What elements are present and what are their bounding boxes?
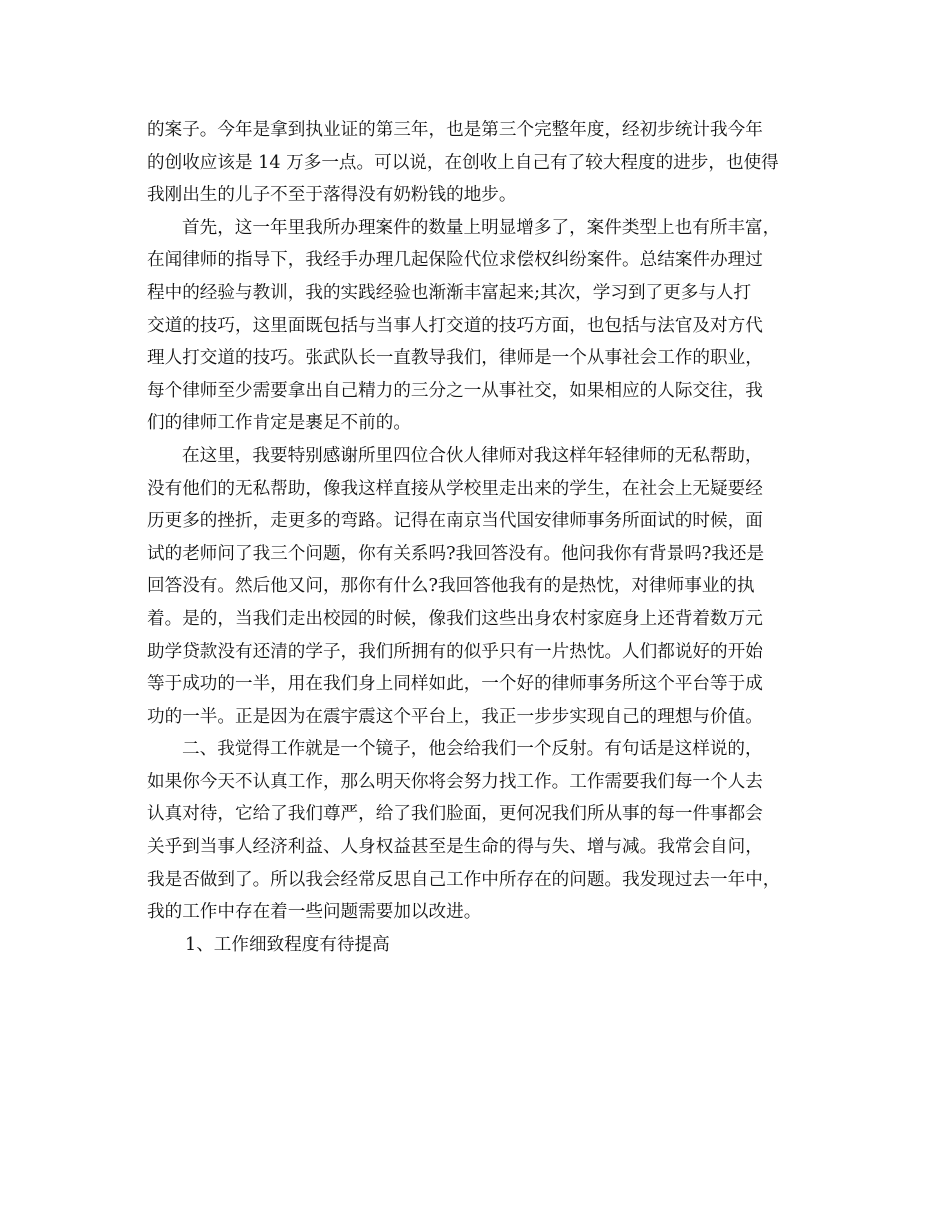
- paragraph-4: [147, 733, 807, 929]
- text-line: 的案子。今年是拿到执业证的第三年，也是第三个完整年度，经初步统计我今年: [147, 120, 763, 140]
- text-line: 二、我觉得工作就是一个镜子，他会给我们一个反射。有句话是这样说的，: [182, 739, 763, 760]
- document-body: [147, 114, 807, 961]
- paragraph-1: [147, 114, 807, 212]
- list-heading-1: [147, 929, 807, 962]
- text-line: 关乎到当事人经济利益、人身权益甚至是生命的得与失、增与减。我常会自问，: [147, 837, 763, 858]
- text-line: 在闻律师的指导下，我经手办理几起保险代位求偿权纠纷案件。总结案件办理过: [147, 250, 763, 271]
- text-line: 理人打交道的技巧。张武队长一直教导我们，律师是一个从事社会工作的职业，: [147, 348, 763, 369]
- paragraph-2: [147, 212, 807, 440]
- text-line: 我刚出生的儿子不至于落得没有奶粉钱的地步。: [147, 185, 517, 206]
- text-line: 等于成功的一半，用在我们身上同样如此，一个好的律师事务所这个平台等于成: [147, 674, 763, 695]
- text-line: 首先，这一年里我所办理案件的数量上明显增多了，案件类型上也有所丰富，: [182, 217, 781, 238]
- text-line: 程中的经验与教训，我的实践经验也渐渐丰富起来;其次，学习到了更多与人打: [147, 282, 752, 303]
- text-line: 的创收应该是 14 万多一点。可以说，在创收上自己有了较大程度的进步，也使得: [147, 152, 779, 173]
- list-item-heading: 1、工作细致程度有待提高: [185, 934, 390, 955]
- text-line: 回答没有。然后他又问，那你有什么?我回答他我有的是热忱，对律师事业的执: [147, 576, 755, 597]
- text-line: 历更多的挫折，走更多的弯路。记得在南京当代国安律师事务所面试的时候，面: [147, 511, 763, 532]
- text-line: 我的工作中存在着一些问题需要加以改进。: [147, 902, 482, 923]
- text-line: 在这里，我要特别感谢所里四位合伙人律师对我这样年轻律师的无私帮助，: [182, 445, 763, 466]
- text-line: 每个律师至少需要拿出自己精力的三分之一从事社交，如果相应的人际交往，我: [147, 380, 763, 401]
- text-line: 功的一半。正是因为在震宇震这个平台上，我正一步步实现自己的理想与价值。: [147, 706, 763, 727]
- paragraph-3: [147, 440, 807, 733]
- text-line: 交道的技巧，这里面既包括与当事人打交道的技巧方面，也包括与法官及对方代: [147, 315, 763, 336]
- text-line: 我是否做到了。所以我会经常反思自己工作中所存在的问题。我发现过去一年中，: [147, 869, 781, 890]
- text-line: 试的老师问了我三个问题，你有关系吗?我回答没有。他问我你有背景吗?我还是: [147, 543, 765, 564]
- text-line: 认真对待，它给了我们尊严，给了我们脸面，更何况我们所从事的每一件事都会: [147, 804, 763, 825]
- text-line: 没有他们的无私帮助，像我这样直接从学校里走出来的学生，在社会上无疑要经: [147, 478, 763, 499]
- text-line: 如果你今天不认真工作，那么明天你将会努力找工作。工作需要我们每一个人去: [147, 771, 763, 792]
- text-line: 助学贷款没有还清的学子，我们所拥有的似乎只有一片热忱。人们都说好的开始: [147, 641, 763, 662]
- text-line: 着。是的，当我们走出校园的时候，像我们这些出身农村家庭身上还背着数万元: [147, 608, 763, 629]
- text-line: 们的律师工作肯定是裹足不前的。: [147, 413, 411, 434]
